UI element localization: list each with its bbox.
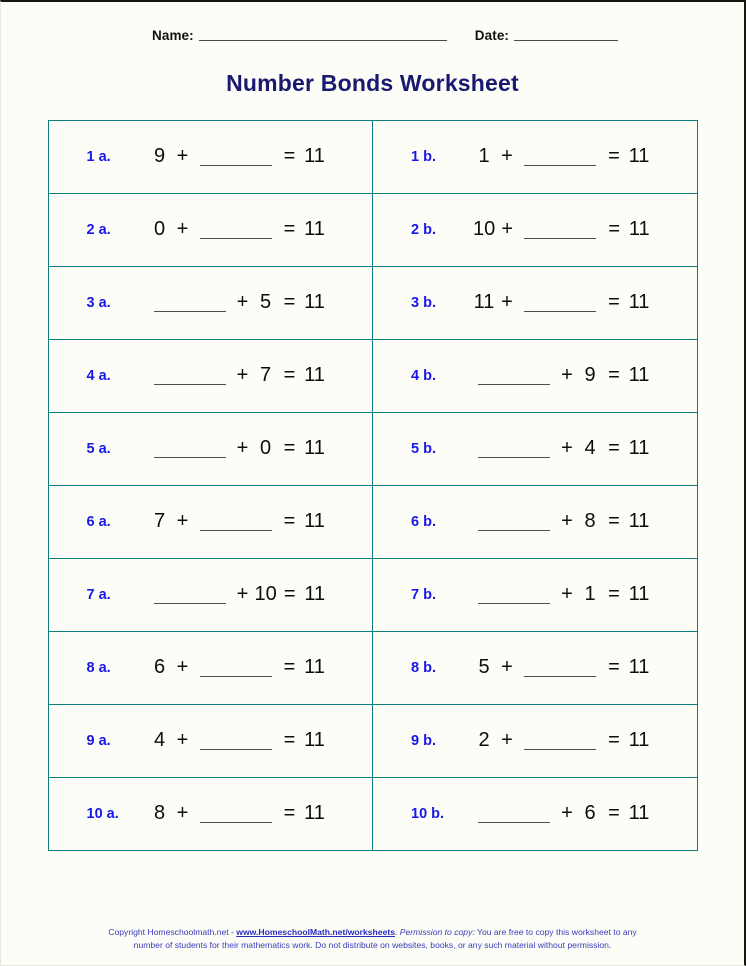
problem-expression (149, 583, 327, 606)
problem-right (373, 121, 697, 193)
plus-operator: + (561, 364, 573, 386)
answer-blank[interactable] (154, 602, 226, 604)
problem-cell-left (48, 193, 373, 266)
number-term: 11 (304, 437, 325, 459)
table-row (48, 120, 697, 193)
problem-cell-right (373, 485, 698, 558)
problem-number: 7 a. (86, 586, 111, 603)
plus-operator: + (501, 729, 513, 751)
equals-operator: = (608, 729, 620, 751)
equals-operator: = (608, 437, 620, 459)
number-term: 10 (254, 583, 277, 605)
plus-operator: + (561, 583, 573, 605)
table-row (48, 193, 697, 266)
problem-expression (149, 364, 327, 387)
problem-cell-right (373, 704, 698, 777)
plus-operator: + (561, 802, 573, 824)
problem-left (49, 632, 373, 704)
answer-blank[interactable] (524, 310, 596, 312)
number-term: 1 (478, 145, 490, 167)
plus-operator: + (501, 291, 513, 313)
problem-expression (473, 656, 651, 679)
number-term: 11 (304, 729, 325, 751)
problem-cell-left (48, 339, 373, 412)
problem-grid-container (48, 120, 698, 851)
answer-blank[interactable] (200, 529, 272, 531)
answer-blank[interactable] (478, 602, 550, 604)
answer-blank[interactable] (524, 164, 596, 166)
number-term: 0 (259, 437, 272, 459)
problem-number: 6 a. (86, 513, 111, 530)
equals-operator: = (283, 729, 296, 751)
table-row (48, 412, 697, 485)
problem-right (373, 632, 697, 704)
problem-number: 8 b. (411, 659, 436, 676)
equals-operator: = (283, 510, 296, 532)
problem-left (49, 340, 373, 412)
problem-cell-left (48, 266, 373, 339)
number-term: 4 (153, 729, 166, 751)
problem-number: 6 b. (411, 513, 436, 530)
equals-operator: = (608, 291, 620, 313)
problem-cell-left (48, 412, 373, 485)
problem-number: 10 b. (411, 805, 445, 822)
problem-number: 5 a. (86, 440, 111, 457)
plus-operator: + (176, 729, 189, 751)
problem-expression (473, 364, 651, 387)
problem-expression (149, 802, 327, 825)
number-term: 11 (628, 145, 650, 167)
number-term: 11 (628, 291, 650, 313)
plus-operator: + (176, 145, 189, 167)
problem-number: 7 b. (411, 586, 436, 603)
problem-cell-left (48, 704, 373, 777)
problem-cell-right (373, 339, 698, 412)
table-row (48, 631, 697, 704)
number-term: 11 (304, 656, 325, 678)
date-label: Date: (474, 28, 510, 43)
problem-expression (473, 218, 651, 241)
footer-copyright-prefix: Copyright Homeschoolmath.net - (108, 927, 237, 938)
table-row (48, 485, 697, 558)
plus-operator: + (176, 510, 189, 532)
problem-cell-right (373, 777, 698, 850)
number-term: 6 (153, 656, 166, 678)
plus-operator: + (236, 364, 249, 386)
number-term: 11 (628, 218, 650, 240)
number-term: 11 (304, 583, 326, 605)
problem-table (48, 120, 698, 851)
number-term: 11 (304, 364, 325, 386)
problem-right (373, 340, 697, 412)
answer-blank[interactable] (524, 748, 596, 750)
problem-left (49, 705, 373, 777)
answer-blank[interactable] (154, 383, 226, 385)
footer-line-two: number of students for their mathematics work. Do not distribute on websites, books, or any such material without permission. (133, 939, 612, 950)
equals-operator: = (608, 802, 620, 824)
problem-right (373, 267, 697, 339)
plus-operator: + (236, 583, 249, 605)
name-input-line[interactable] (199, 39, 447, 41)
number-term: 4 (584, 437, 596, 459)
equals-operator: = (608, 510, 620, 532)
number-term: 11 (628, 364, 650, 386)
number-term: 11 (304, 145, 325, 167)
answer-blank[interactable] (154, 310, 226, 312)
problem-number: 9 b. (411, 732, 436, 749)
number-term: 6 (584, 802, 596, 824)
number-term: 5 (478, 656, 490, 678)
equals-operator: = (608, 218, 621, 240)
problem-expression (473, 729, 651, 752)
plus-operator: + (236, 291, 249, 313)
homeschoolmath-link[interactable]: www.HomeschoolMath.net/worksheets (236, 927, 395, 938)
number-term: 11 (628, 583, 650, 605)
plus-operator: + (176, 218, 189, 240)
number-term: 11 (628, 729, 650, 751)
problem-left (49, 267, 373, 339)
problem-expression (149, 510, 327, 533)
problem-number: 4 a. (86, 367, 111, 384)
problem-number: 1 a. (86, 148, 111, 165)
equals-operator: = (283, 802, 296, 824)
problem-cell-right (373, 266, 698, 339)
problem-expression (149, 218, 327, 241)
table-row (48, 266, 697, 339)
equals-operator: = (283, 145, 296, 167)
number-term: 8 (584, 510, 596, 532)
footer-permission-italic: . Permission to copy: (395, 927, 475, 938)
plus-operator: + (176, 656, 189, 678)
footer-copyright (1, 926, 744, 951)
plus-operator: + (176, 802, 189, 824)
number-term: 11 (628, 656, 650, 678)
date-input-line[interactable] (514, 39, 618, 41)
problem-number: 1 b. (411, 148, 436, 165)
number-term: 7 (153, 510, 166, 532)
number-term: 9 (153, 145, 166, 167)
plus-operator: + (561, 437, 573, 459)
problem-number: 2 b. (411, 221, 436, 238)
problem-number: 8 a. (86, 659, 111, 676)
problem-right (373, 194, 697, 266)
problem-number: 4 b. (411, 367, 436, 384)
equals-operator: = (608, 656, 620, 678)
problem-right (373, 413, 697, 485)
number-term: 9 (584, 364, 596, 386)
number-term: 11 (304, 802, 325, 824)
number-term: 11 (628, 510, 650, 532)
problem-cell-left (48, 558, 373, 631)
problem-number: 5 b. (411, 440, 436, 457)
problem-cell-right (373, 412, 698, 485)
table-row (48, 339, 697, 412)
name-date-header (152, 2, 744, 43)
problem-right (373, 486, 697, 558)
problem-expression (149, 729, 327, 752)
number-term: 10 (473, 218, 496, 240)
name-label: Name: (152, 28, 194, 43)
answer-blank[interactable] (524, 237, 596, 239)
problem-number: 2 a. (86, 221, 111, 238)
problem-cell-right (373, 120, 698, 193)
problem-expression (473, 510, 651, 533)
problem-cell-right (373, 631, 698, 704)
problem-left (49, 559, 373, 631)
problem-expression (149, 656, 327, 679)
plus-operator: + (501, 656, 513, 678)
problem-cell-left (48, 631, 373, 704)
equals-operator: = (283, 583, 296, 605)
answer-blank[interactable] (478, 821, 550, 823)
problem-right (373, 778, 697, 850)
answer-blank[interactable] (200, 675, 272, 677)
problem-right (373, 559, 697, 631)
problem-expression (473, 802, 651, 825)
problem-table-body (48, 120, 697, 850)
problem-cell-left (48, 120, 373, 193)
number-term: 11 (304, 218, 325, 240)
problem-expression (473, 437, 651, 460)
number-term: 2 (478, 729, 490, 751)
equals-operator: = (283, 437, 296, 459)
problem-cell-left (48, 777, 373, 850)
page-title: Number Bonds Worksheet (226, 69, 519, 96)
number-term: 7 (259, 364, 272, 386)
number-term: 5 (259, 291, 272, 313)
table-row (48, 704, 697, 777)
answer-blank[interactable] (200, 748, 272, 750)
problem-left (49, 778, 373, 850)
number-term: 11 (304, 291, 325, 313)
problem-cell-right (373, 193, 698, 266)
answer-blank[interactable] (154, 456, 226, 458)
problem-number: 10 a. (86, 805, 119, 822)
problem-expression (149, 437, 327, 460)
problem-expression (149, 291, 327, 314)
equals-operator: = (608, 364, 620, 386)
problem-right (373, 705, 697, 777)
answer-blank[interactable] (478, 456, 550, 458)
equals-operator: = (283, 364, 296, 386)
plus-operator: + (236, 437, 249, 459)
equals-operator: = (283, 291, 296, 313)
number-term: 11 (304, 510, 325, 532)
number-term: 11 (628, 437, 650, 459)
plus-operator: + (501, 218, 514, 240)
problem-left (49, 121, 373, 193)
problem-number: 3 a. (86, 294, 111, 311)
answer-blank[interactable] (478, 383, 550, 385)
problem-expression (473, 583, 651, 606)
problem-expression (473, 291, 651, 314)
answer-blank[interactable] (200, 821, 272, 823)
answer-blank[interactable] (200, 237, 272, 239)
equals-operator: = (608, 145, 620, 167)
equals-operator: = (608, 583, 620, 605)
answer-blank[interactable] (478, 529, 550, 531)
table-row (48, 777, 697, 850)
footer-permission-rest: You are free to copy this worksheet to any (474, 927, 637, 938)
problem-left (49, 194, 373, 266)
problem-cell-right (373, 558, 698, 631)
number-term: 0 (153, 218, 166, 240)
plus-operator: + (501, 145, 513, 167)
problem-cell-left (48, 485, 373, 558)
problem-left (49, 413, 373, 485)
problem-number: 9 a. (86, 732, 111, 749)
number-term: 8 (153, 802, 166, 824)
plus-operator: + (561, 510, 573, 532)
number-term: 11 (473, 291, 495, 313)
problem-left (49, 486, 373, 558)
number-term: 1 (584, 583, 596, 605)
answer-blank[interactable] (524, 675, 596, 677)
number-term: 11 (628, 802, 650, 824)
equals-operator: = (283, 656, 296, 678)
answer-blank[interactable] (200, 164, 272, 166)
problem-expression (473, 145, 651, 168)
problem-expression (149, 145, 327, 168)
equals-operator: = (283, 218, 296, 240)
table-row (48, 558, 697, 631)
problem-number: 3 b. (411, 294, 436, 311)
